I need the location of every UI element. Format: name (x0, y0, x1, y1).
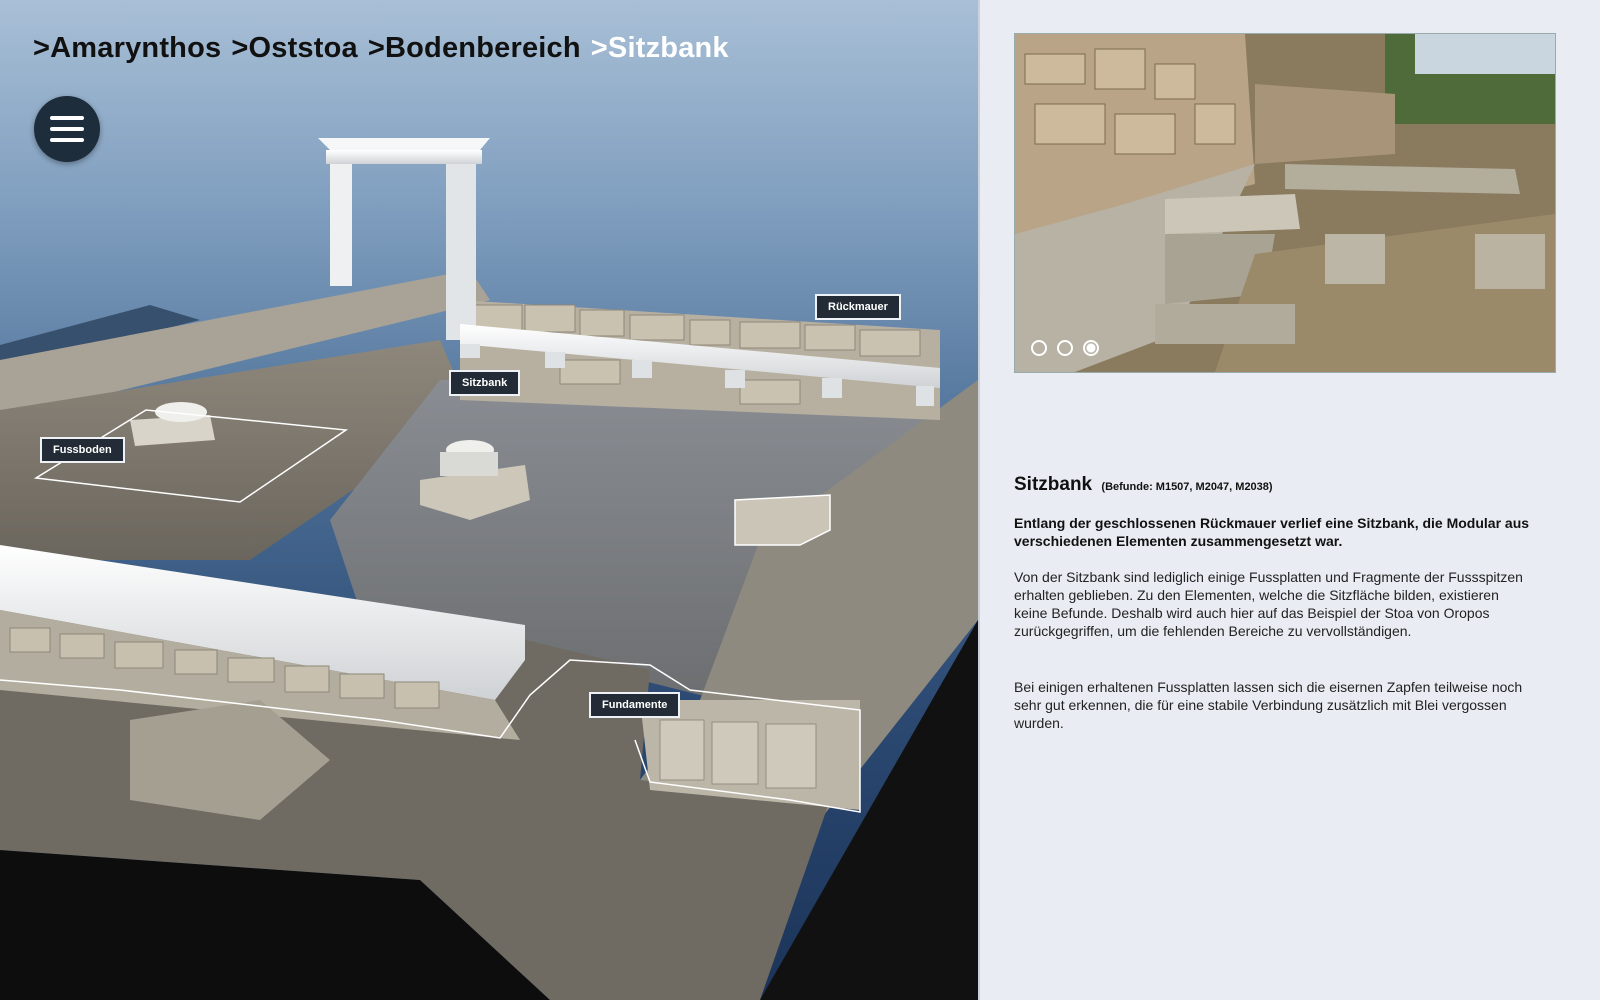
gallery-dot-2[interactable] (1057, 340, 1073, 356)
hotspot-fundamente[interactable]: Fundamente (589, 692, 680, 718)
info-findings: (Befunde: M1507, M2047, M2038) (1101, 481, 1273, 493)
photo-gallery[interactable] (1014, 33, 1556, 373)
info-heading (1014, 474, 1273, 496)
gallery-dot-3[interactable] (1083, 340, 1099, 356)
hamburger-menu-button[interactable] (34, 96, 100, 162)
breadcrumb-item-amarynthos[interactable]: >Amarynthos (33, 32, 222, 64)
hotspot-rueckmauer[interactable]: Rückmauer (815, 294, 901, 320)
hamburger-menu-icon (50, 116, 84, 120)
hamburger-menu-icon-bar (50, 138, 84, 142)
info-paragraph-1: Von der Sitzbank sind lediglich einige Fussplatten und Fragmente der Fussspitzen erhalten geblieben. Zu den Elementen, welche die Sitzfläche bilden, existieren keine Befunde. Deshalb wird auch hier auf das Beispiel der Stoa von Oropos zurückgegriffen, um die fehlenden Bereiche zu vervollständigen. (1014, 569, 1523, 639)
sitzbank-photo (1015, 34, 1555, 372)
hotspot-fussboden[interactable]: Fussboden (40, 437, 125, 463)
hamburger-menu-icon-bar (50, 127, 84, 131)
breadcrumb-item-bodenbereich[interactable]: >Bodenbereich (367, 32, 581, 64)
info-paragraph-2: Bei einigen erhaltenen Fussplatten lassen sich die eisernen Zapfen teilweise noch sehr gut erkennen, die für eine stabile Verbindung zusätzlich mit Blei vergossen wurden. (1014, 679, 1523, 731)
breadcrumb (33, 32, 739, 65)
info-lead: Entlang der geschlossenen Rückmauer verlief eine Sitzbank, die Modular aus verschiedenen Elementen zusammengesetzt war. (1014, 515, 1530, 549)
breadcrumb-current: >Sitzbank (590, 32, 729, 64)
breadcrumb-item-oststoa[interactable]: >Oststoa (231, 32, 358, 64)
info-panel (978, 0, 1600, 1000)
info-title: Sitzbank (1014, 474, 1093, 495)
gallery-dot-1[interactable] (1031, 340, 1047, 356)
gallery-pagination (1031, 340, 1099, 356)
hotspot-sitzbank[interactable]: Sitzbank (449, 370, 520, 396)
